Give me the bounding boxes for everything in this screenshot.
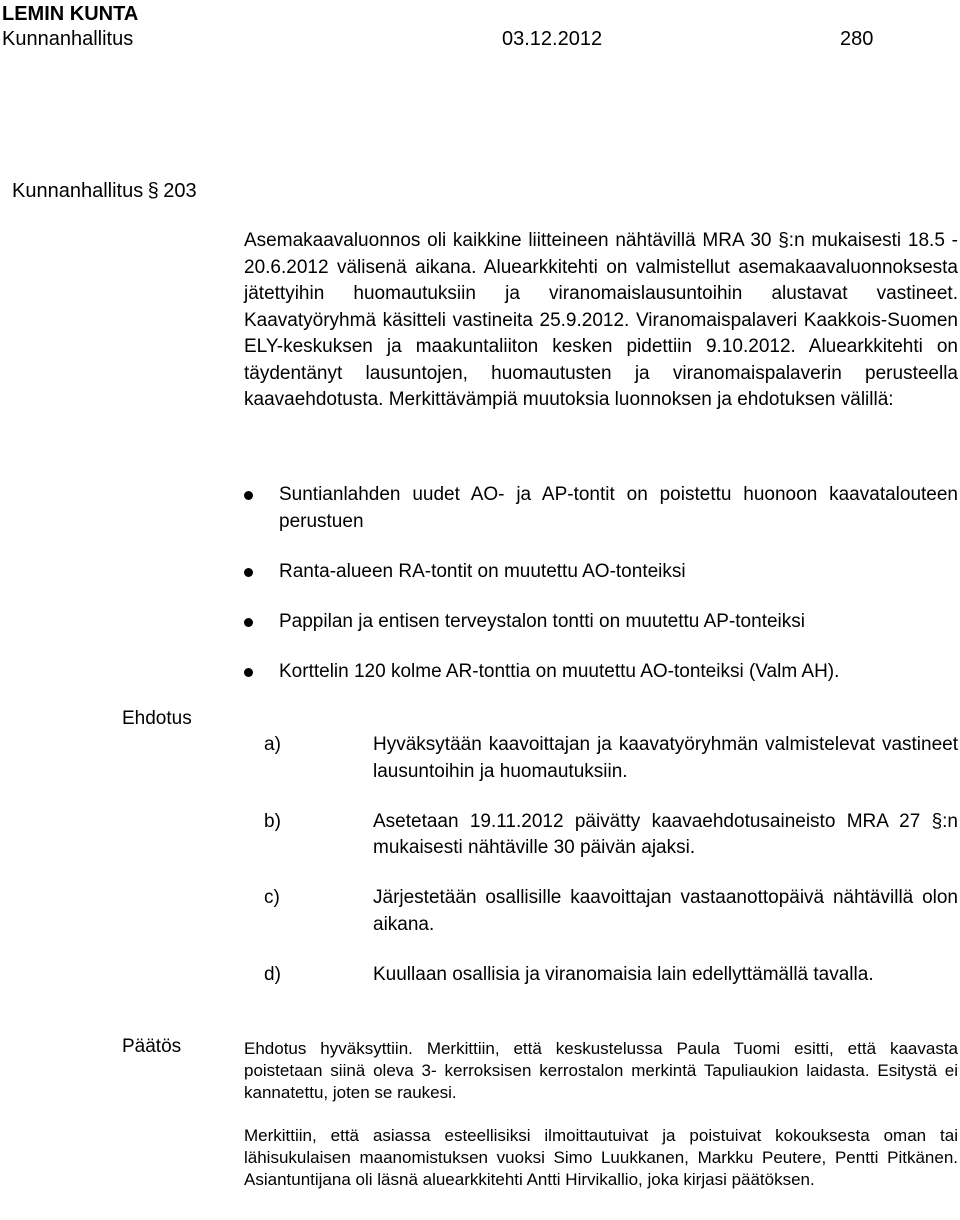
header-date: 03.12.2012 bbox=[502, 28, 603, 50]
decision-paragraph: Merkittiin, että asiassa esteellisiksi ilmoittautuivat ja poistuivat kokouksesta oman tai lähisukulaisen maanomistuksen vuoksi Simo Luukkanen, Markku Peutere, Pentti Pitkänen. Asiantuntijana oli läsnä aluearkkitehti Antti Hirvikallio, joka kirjasi päätöksen. bbox=[244, 1126, 958, 1189]
intro-text: Asemakaavaluonnos oli kaikkine liitteineen nähtävillä MRA 30 §:n mukaisesti 18.5 - 20.6.2012 välisenä aikana. Aluearkkitehti on valmistellut asemakaavaluonnoksesta jätettyihin huomautuksiin ja viranomaislausuntoihin alustavat vastineet. Kaavatyöryhmä käsitteli vastineita 25.9.2012. Viranomaispalaveri Kaakkois-Suomen ELY-keskuksen ja maakuntaliiton kesken pidettiin 9.10.2012. Aluearkkitehti on täydentänyt lausuntojen, huomautusten ja viranomaispalaverin perusteella kaavaehdotusta. Merkittävämpiä muutoksia luonnoksen ja ehdotuksen välillä: bbox=[244, 230, 958, 410]
document-header bbox=[2, 26, 942, 52]
item-marker: a) bbox=[264, 734, 281, 755]
item-marker: c) bbox=[264, 887, 280, 908]
change-text: Ranta-alueen RA-tontit on muutettu AO-tonteiksi bbox=[279, 560, 686, 582]
section-body: Kunnanhallitus bbox=[12, 180, 144, 202]
header-body-name: Kunnanhallitus bbox=[2, 28, 134, 50]
item-marker: b) bbox=[264, 810, 281, 832]
list-item bbox=[264, 885, 958, 938]
change-text: Suntianlahden uudet AO- ja AP-tontit on poistettu huonoon kaavatalouteen perustuen bbox=[279, 484, 958, 532]
organization-name: LEMIN KUNTA bbox=[2, 3, 139, 25]
list-item bbox=[264, 732, 958, 785]
item-marker: d) bbox=[264, 963, 281, 985]
list-item bbox=[244, 559, 958, 586]
item-text: Kuullaan osallisia ja viranomaisia lain edellyttämällä tavalla. bbox=[373, 963, 874, 985]
proposal-label: Ehdotus bbox=[122, 708, 192, 729]
section-number: 203 bbox=[163, 180, 197, 202]
changes-list bbox=[244, 482, 958, 709]
header-page-number: 280 bbox=[840, 28, 874, 50]
list-item bbox=[264, 962, 958, 989]
intro-paragraph bbox=[244, 228, 958, 414]
bullet-icon bbox=[244, 618, 253, 627]
list-item bbox=[244, 659, 958, 686]
change-text: Korttelin 120 kolme AR-tonttia on muutettu AO-tonteiksi (Valm AH). bbox=[279, 660, 840, 682]
bullet-icon bbox=[244, 668, 253, 677]
item-text: Järjestetään osallisille kaavoittajan vastaanottopäivä nähtävillä olon aikana. bbox=[373, 887, 958, 935]
section-title bbox=[12, 178, 197, 204]
list-item bbox=[244, 482, 958, 535]
list-item bbox=[264, 809, 958, 862]
item-text: Asetetaan 19.11.2012 päivätty kaavaehdotusaineisto MRA 27 §:n mukaisesti nähtäville 30 päivän ajaksi. bbox=[373, 810, 958, 858]
proposal-list bbox=[264, 732, 958, 1012]
decision-paragraph: Ehdotus hyväksyttiin. Merkittiin, että keskustelussa Paula Tuomi esitti, että kaavasta poistetaan siinä oleva 3- kerroksisen kerrostalon merkintä Tapuliaukion laidasta. Esitystä ei kannatettu, joten se raukesi. bbox=[244, 1039, 958, 1102]
list-item bbox=[244, 609, 958, 636]
section-symbol: § bbox=[147, 180, 159, 202]
change-text: Pappilan ja entisen terveystalon tontti on muutettu AP-tonteiksi bbox=[279, 610, 805, 632]
decision-section bbox=[244, 1038, 958, 1212]
bullet-icon bbox=[244, 491, 253, 500]
bullet-icon bbox=[244, 568, 253, 577]
decision-label: Päätös bbox=[122, 1036, 182, 1057]
item-text: Hyväksytään kaavoittajan ja kaavatyöryhmän valmistelevat vastineet lausuntoihin ja huomautuksiin. bbox=[373, 734, 958, 782]
